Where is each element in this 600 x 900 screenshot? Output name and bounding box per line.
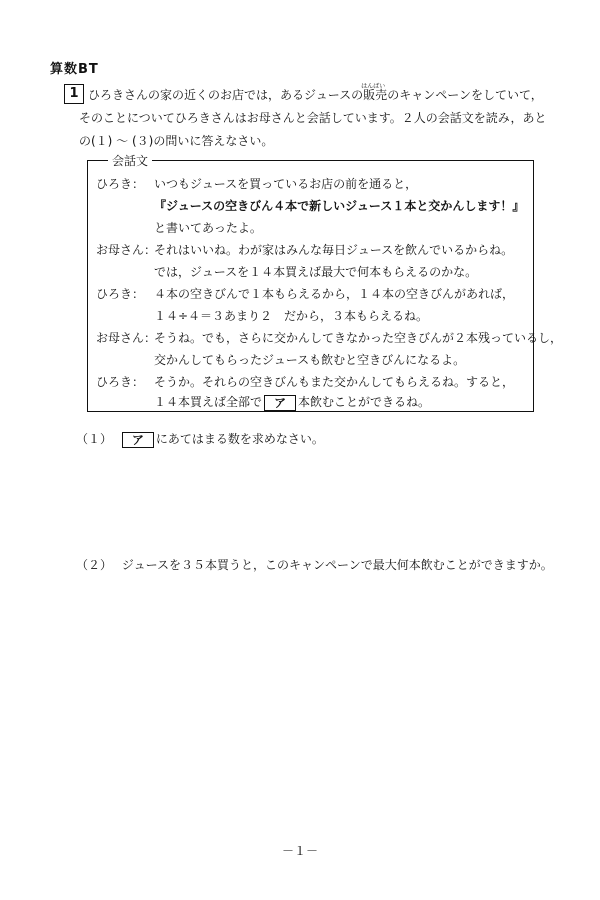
subquestion-label: （２） <box>76 558 113 572</box>
intro-line-1-before: ひろきさんの家の近くのお店では，あるジュースの <box>88 88 364 102</box>
subquestion-1 <box>76 430 324 448</box>
conversation-line <box>96 175 417 192</box>
utterance: １４÷４＝３あまり２ だから，３本もらえるね。 <box>154 309 429 323</box>
utterance: そうか。それらの空きびんもまた交かんしてもらえるね。すると， <box>154 375 515 389</box>
conversation-line <box>96 263 477 280</box>
utterance: １４本買えば全部で <box>154 395 263 409</box>
subquestion-text: ジュースを３５本買うと，このキャンペーンで最大何本飲むことができますか。 <box>121 558 553 572</box>
utterance: それはいいね。わが家はみんな毎日ジュースを飲んでいるからね。 <box>154 243 514 257</box>
conversation-line <box>96 219 262 236</box>
intro-line-1-after: のキャンペーンをしていて， <box>387 88 543 102</box>
utterance: いつもジュースを買っているお店の前を通ると， <box>154 177 418 191</box>
question-number-box: 1 <box>64 84 84 104</box>
subquestion-label: （１） <box>76 432 113 446</box>
speaker-name: ひろき： <box>96 287 145 301</box>
utterance: そうね。でも，さらに交かんしてきなかった空きびんが２本残っているし， <box>154 331 563 345</box>
speaker-name: ひろき： <box>96 177 145 191</box>
conversation-box <box>87 154 563 412</box>
campaign-notice: 『ジュースの空きびん４本で新しいジュース１本と交かんします！』 <box>154 199 525 213</box>
utterance: 本飲むことができるね。 <box>298 395 431 409</box>
intro-line-2: そのことについてひろきさんはお母さんと会話しています。２人の会話文を読み，あと <box>79 111 547 125</box>
speaker-name: お母さん： <box>96 331 157 345</box>
utterance: と書いてあったよ。 <box>154 221 262 235</box>
conversation-line <box>96 285 514 302</box>
answer-blank-a: ア <box>122 432 154 448</box>
conversation-line-last <box>96 393 430 411</box>
utterance: ４本の空きびんで１本もらえるから，１４本の空きびんがあれば， <box>154 287 515 301</box>
hanbai-ruby: はんばい <box>361 83 386 90</box>
question-intro <box>79 83 548 153</box>
conversation-line <box>96 307 428 324</box>
conversation-line <box>96 241 513 258</box>
subquestion-2 <box>76 556 553 573</box>
intro-line-3: の(１) ～ (３)の問いに答えなさい。 <box>79 134 274 148</box>
conversation-title: 会話文 <box>108 152 152 169</box>
conversation-line <box>96 197 524 214</box>
conversation-line <box>96 351 465 368</box>
utterance: では，ジュースを１４本買えば最大で何本もらえるのかな。 <box>154 265 478 279</box>
hanbai-word <box>363 84 387 107</box>
subquestion-text: にあてはまる数を求めなさい。 <box>155 432 324 446</box>
utterance: 交かんしてもらったジュースも飲むと空きびんになるよ。 <box>154 353 466 367</box>
speaker-name: お母さん： <box>96 243 157 257</box>
answer-blank-a: ア <box>264 395 296 411</box>
hanbai-base: 販売 <box>363 88 388 102</box>
intro-line-1 <box>88 84 548 107</box>
conversation-line <box>96 373 514 390</box>
conversation-line <box>96 329 562 346</box>
page-number: －１－ <box>281 844 318 858</box>
speaker-name: ひろき： <box>96 375 145 389</box>
subject-title: 算数BT <box>50 62 99 77</box>
